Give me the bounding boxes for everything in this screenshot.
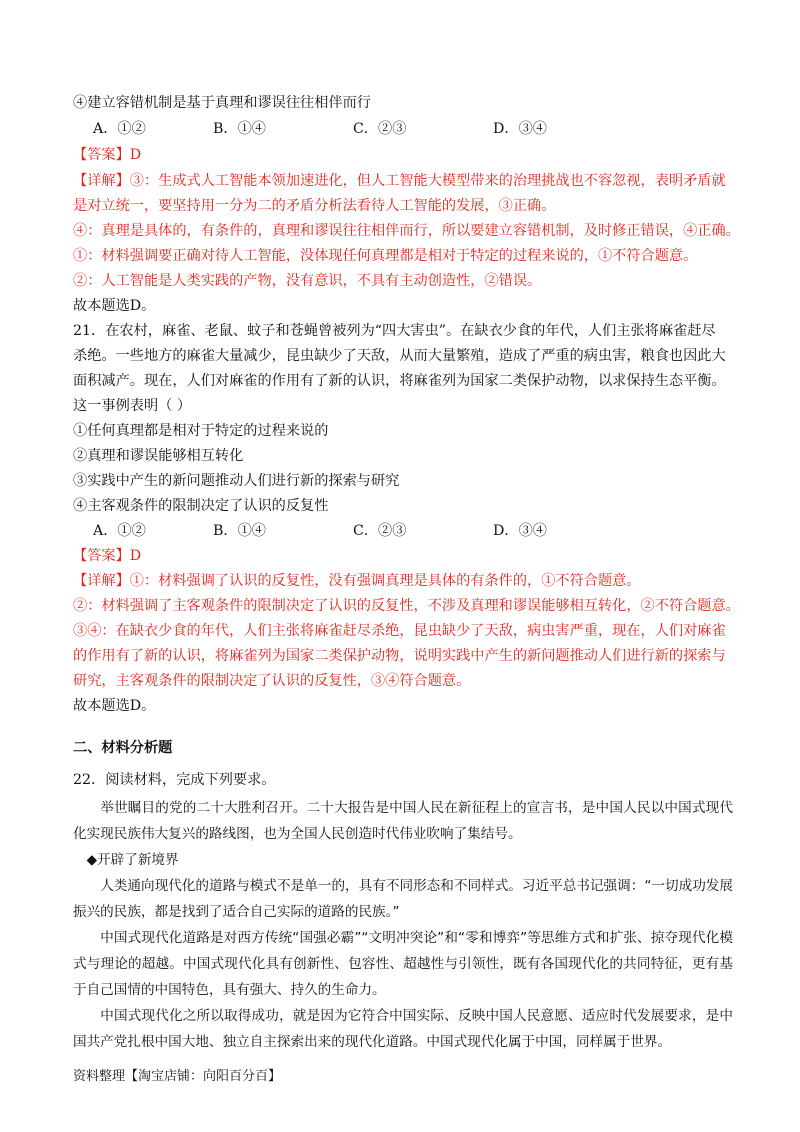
material-paragraph: 中国式现代化道路是对西方传统“国强必霸”“文明冲突论”和“零和博弈”等思维方式和扩张、掠夺现代化模式与理论的超越。中国式现代化具有创新性、包容性、超越性与引领性，既有各国现代化的共同特征，更有基于自己国情的中国特色，具有强大、持久的生命力。 xyxy=(73,930,733,998)
q21-options xyxy=(93,521,547,541)
q20-detail-line: 是对立统一，要坚持用一分为二的矛盾分析法看待人工智能的发展，③正确。 xyxy=(73,198,556,214)
material-paragraph: 中国式现代化之所以取得成功，就是因为它符合中国实际、反映中国人民意愿、适应时代发展要求，是中国共产党扎根中国大地、独立自主探索出来的现代化道路。中国式现代化属于中国，同样属于世界。 xyxy=(73,1008,733,1050)
q21-stem-line: 21．在农村，麻雀、老鼠、蚊子和苍蝇曾被列为“四大害虫”。在缺衣少食的年代，人们主张将麻雀赶尽 xyxy=(73,323,716,339)
q21-stem-line: 杀绝。一些地方的麻雀大量减少，昆虫缺少了天敌，从而大量繁殖，造成了严重的病虫害，粮食也因此大 xyxy=(73,348,726,364)
q21-detail-line: 的作用有了新的认识，将麻雀列为国家二类保护动物，说明实践中产生的新问题推动人们进行新的探索与 xyxy=(73,648,726,664)
q20-statement-4: ④建立容错机制是基于真理和谬误往往相伴而行 xyxy=(73,95,371,111)
q20-option-a: A．①② xyxy=(93,121,146,137)
q21-statement-1: ①任何真理都是相对于特定的过程来说的 xyxy=(73,423,329,439)
material-paragraph: 人类通向现代化的道路与模式不是单一的，具有不同形态和不同样式。习近平总书记强调：“一切成功发展振兴的民族，都是找到了适合自己实际的道路的民族。” xyxy=(73,878,733,920)
q20-answer: 【答案】D xyxy=(73,147,142,163)
q21-option-d: D．③④ xyxy=(493,523,547,539)
q22-stem: 22．阅读材料，完成下列要求。 xyxy=(73,772,276,788)
q20-option-d: D．③④ xyxy=(493,121,547,137)
q20-detail-line: ①：材料强调要正确对待人工智能，没体现任何真理都是相对于特定的过程来说的，①不符合题意。 xyxy=(73,248,698,264)
q21-detail-line: 【详解】①：材料强调了认识的反复性，没有强调真理是具体的有条件的，①不符合题意。 xyxy=(73,573,641,589)
q20-conclusion: 故本题选D。 xyxy=(73,298,156,314)
q20-detail-line: ②：人工智能是人类实践的产物，没有意识，不具有主动创造性，②错误。 xyxy=(73,273,542,289)
q21-stem-line: 这一事例表明（ ） xyxy=(73,398,192,414)
q21-statement-2: ②真理和谬误能够相互转化 xyxy=(73,448,244,464)
q21-conclusion: 故本题选D。 xyxy=(73,698,156,714)
q20-detail-line: ④：真理是具体的，有条件的，真理和谬误往往相伴而行，所以要建立容错机制，及时修正错误，④正确。 xyxy=(73,223,740,239)
q21-answer: 【答案】D xyxy=(73,548,142,564)
q21-detail-line: ③④：在缺衣少食的年代，人们主张将麻雀赶尽杀绝，昆虫缺少了天敌，病虫害严重，现在，人们对麻雀 xyxy=(73,623,726,639)
section-heading: 二、材料分析题 xyxy=(73,740,173,756)
q20-option-b: B．①④ xyxy=(213,121,266,137)
material-subheading: ◆开辟了新境界 xyxy=(86,852,179,868)
material-paragraph: 举世瞩目的党的二十大胜利召开。二十大报告是中国人民在新征程上的宣言书，是中国人民以中国式现代化实现民族伟大复兴的路线图，也为全国人民创造时代伟业吹响了集结号。 xyxy=(73,800,733,842)
q21-detail-line: ②：材料强调了主客观条件的限制决定了认识的反复性，不涉及真理和谬误能够相互转化，②不符合题意。 xyxy=(73,598,740,614)
q20-option-c: C．②③ xyxy=(353,121,407,137)
q21-option-b: B．①④ xyxy=(213,523,266,539)
footer-note: 资料整理【淘宝店铺：向阳百分百】 xyxy=(73,1069,282,1084)
q21-option-c: C．②③ xyxy=(353,523,407,539)
q21-statement-4: ④主客观条件的限制决定了认识的反复性 xyxy=(73,498,329,514)
q21-statement-3: ③实践中产生的新问题推动人们进行新的探索与研究 xyxy=(73,473,400,489)
q20-detail-line: 【详解】③：生成式人工智能本领加速进化，但人工智能大模型带来的治理挑战也不容忽视，表明矛盾就 xyxy=(73,173,726,189)
q20-options xyxy=(93,119,547,139)
q22-material xyxy=(73,795,733,1055)
q21-option-a: A．①② xyxy=(93,523,146,539)
q21-stem-line: 面积减产。现在，人们对麻雀的作用有了新的认识，将麻雀列为国家二类保护动物，以求保持生态平衡。 xyxy=(73,373,726,389)
q21-detail-line: 研究，主客观条件的限制决定了认识的反复性，③④符合题意。 xyxy=(73,673,471,689)
